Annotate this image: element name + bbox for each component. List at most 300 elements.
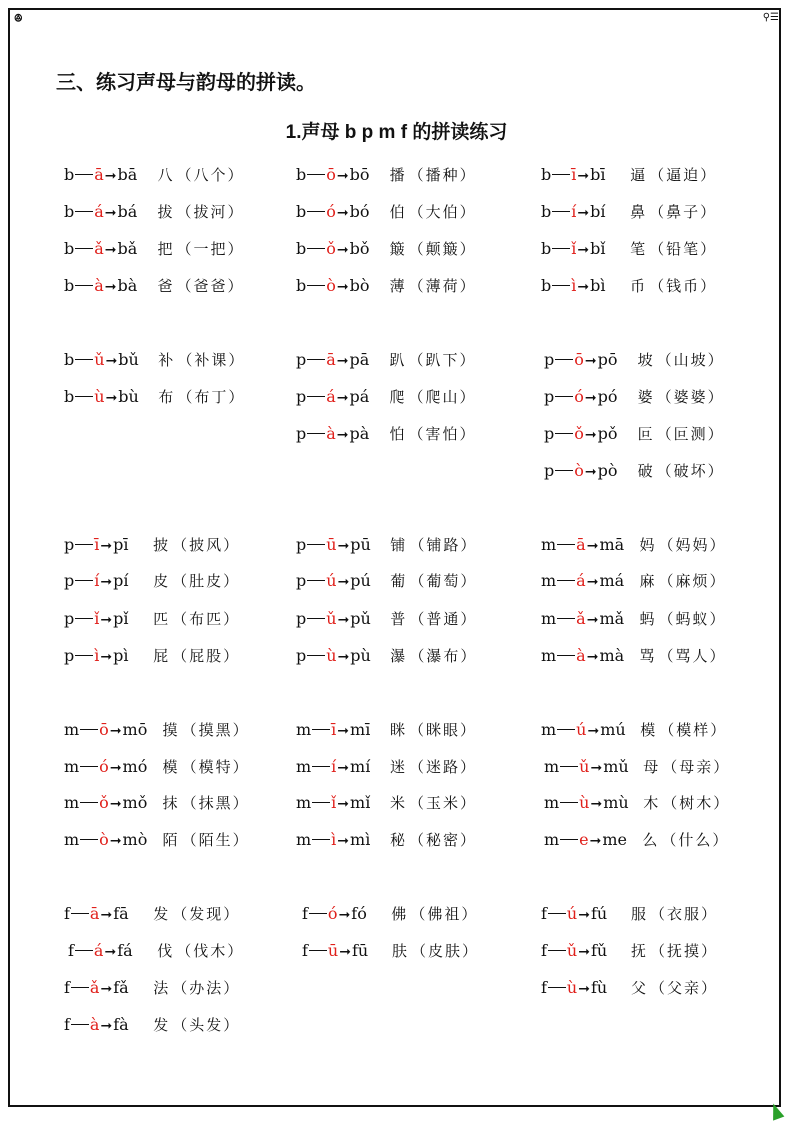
syllable: mó [122,757,148,776]
syllable: pǐ [113,609,129,628]
final: ó [327,904,338,923]
syllable: fà [113,1015,129,1034]
dash-line [312,802,330,803]
syllable: mī [350,720,371,739]
final: ǒ [574,424,584,443]
hanzi: 怕 [389,425,405,443]
pinyin-row [541,239,717,260]
final: ú [576,720,587,739]
initial: f [64,904,70,923]
syllable: pà [349,424,370,443]
initial: p [544,350,555,369]
arrow-icon: ➞ [577,279,590,295]
hanzi: 伐 [157,942,173,960]
pinyin-row [541,941,718,962]
syllable: fú [590,904,608,923]
final: ù [579,793,590,812]
dash-line [548,913,566,914]
final: ù [326,646,337,665]
syllable: bí [590,202,606,221]
syllable: mà [599,646,625,665]
hanzi: 肤 [391,942,407,960]
final: ò [326,276,336,295]
arrow-icon: ➞ [586,574,599,590]
final: ō [574,350,584,369]
pinyin-row [296,757,477,778]
arrow-icon: ➞ [337,649,350,665]
initial: m [296,720,312,739]
final: ū [326,535,337,554]
initial: b [64,276,75,295]
pinyin-row [296,165,477,186]
hanzi: 鼻 [630,203,646,221]
arrow-icon: ➞ [100,907,113,923]
initial: f [302,904,308,923]
syllable: pí [113,571,129,590]
arrow-icon: ➞ [336,205,349,221]
example-word: （布匹） [172,610,241,628]
syllable: bī [590,165,606,184]
arrow-icon: ➞ [100,612,113,628]
arrow-icon: ➞ [338,907,351,923]
example-word: （爸爸） [176,277,245,295]
final: ǔ [326,609,337,628]
hanzi: 骂 [639,647,655,665]
syllable: bó [349,202,370,221]
arrow-icon: ➞ [578,981,590,997]
hanzi: 屁 [153,647,169,665]
pinyin-row [541,571,726,592]
arrow-icon: ➞ [577,168,590,184]
initial: p [296,350,307,369]
pinyin-row [64,720,250,741]
arrow-icon: ➞ [590,760,603,776]
hanzi: 模 [640,721,656,739]
syllable: mǒ [122,793,148,812]
final: à [89,1015,100,1034]
initial: p [64,571,75,590]
initial: f [302,941,308,960]
syllable: bà [117,276,138,295]
example-word: （普通） [409,610,478,628]
initial: b [296,202,307,221]
example-word: （披风） [172,536,241,554]
pinyin-row [541,276,717,297]
example-word: （婆婆） [656,388,725,406]
final: ù [566,978,578,997]
syllable: pǔ [350,609,371,628]
initial: m [64,830,80,849]
arrow-icon: ➞ [339,944,351,960]
syllable: bǐ [590,239,606,258]
dash-line [75,655,93,656]
dash-line [80,839,98,840]
arrow-icon: ➞ [578,907,590,923]
hanzi: 匹 [153,610,169,628]
hanzi: 佛 [391,905,407,923]
syllable: pī [113,535,129,554]
arrow-icon: ➞ [577,205,590,221]
syllable: me [602,830,628,849]
final: ǎ [576,609,586,628]
example-word: （八个） [176,166,245,184]
example-word: （葡萄） [409,572,478,590]
pinyin-row [296,424,477,445]
arrow-icon: ➞ [104,205,117,221]
hanzi: 发 [153,1016,169,1034]
initial: b [296,276,307,295]
final: ǐ [94,609,100,628]
example-word: （眯眼） [409,721,478,739]
pinyin-row [296,202,477,223]
final: ǎ [89,978,100,997]
initial: b [296,165,307,184]
dash-line [307,248,325,249]
dash-line [552,248,570,249]
syllable: pú [350,571,371,590]
syllable: bù [118,387,139,406]
initial: p [296,535,307,554]
dash-line [552,285,570,286]
syllable: mǎ [599,609,625,628]
dash-line [80,766,98,767]
final: ǔ [94,350,105,369]
initial: m [541,609,557,628]
dash-line [548,987,566,988]
example-word: （瀑布） [409,647,478,665]
arrow-icon: ➞ [578,944,590,960]
dash-line [555,396,573,397]
example-word: （模特） [181,758,250,776]
final: ǒ [99,793,109,812]
syllable: bō [349,165,370,184]
arrow-icon: ➞ [105,353,118,369]
pinyin-row [541,609,726,630]
arrow-icon: ➞ [586,649,599,665]
dash-line [75,174,93,175]
hanzi: 眯 [390,721,406,739]
syllable: pì [113,646,129,665]
dash-line [71,913,89,914]
dash-line [560,839,578,840]
syllable: pò [597,461,618,480]
syllable: fó [351,904,367,923]
dash-line [75,359,93,360]
pinyin-row [541,646,726,667]
example-word: （玉米） [409,794,478,812]
example-word: （陌生） [181,831,250,849]
final: í [571,202,577,221]
pinyin-row [296,793,477,814]
syllable: bǎ [117,239,138,258]
pinyin-row [64,202,245,223]
dash-line [307,211,325,212]
pinyin-row [302,904,478,925]
initial: p [296,646,307,665]
syllable: mì [350,830,371,849]
hanzi: 爸 [157,277,173,295]
dash-line [555,433,573,434]
pinyin-row [64,1015,240,1036]
hanzi: 趴 [389,351,405,369]
final: á [576,571,586,590]
example-word: （补课） [177,351,246,369]
section-title: 三、练习声母与韵母的拼读。 [56,70,316,94]
initial: p [544,424,555,443]
dash-line [75,618,93,619]
final: ǐ [571,239,577,258]
arrow-icon: ➞ [589,833,602,849]
hanzi: 布 [158,388,174,406]
example-word: （大伯） [408,203,477,221]
hanzi: 服 [630,905,646,923]
hanzi: 陌 [162,831,178,849]
example-word: （母亲） [662,758,731,776]
hanzi: 伯 [389,203,405,221]
example-word: （钱币） [649,277,718,295]
pinyin-row [544,461,725,482]
dash-line [555,359,573,360]
arrow-icon: ➞ [337,760,350,776]
pinyin-row [64,646,240,667]
pinyin-row [68,941,244,962]
example-word: （头发） [172,1016,241,1034]
syllable: bā [117,165,138,184]
dash-line [312,839,330,840]
syllable: fū [351,941,369,960]
example-word: （破坏） [656,462,725,480]
dash-line [557,544,575,545]
arrow-icon: ➞ [587,723,600,739]
dash-line [548,950,566,951]
arrow-icon: ➞ [100,574,113,590]
final: ā [326,350,336,369]
pinyin-row [64,830,250,851]
hanzi: 妈 [639,536,655,554]
dash-line [557,618,575,619]
example-word: （逼迫） [649,166,718,184]
dash-line [307,396,325,397]
syllable: fā [113,904,129,923]
dash-line [80,729,98,730]
pinyin-row [296,720,477,741]
dash-line [75,580,93,581]
dash-line [557,729,575,730]
pinyin-row [296,609,477,630]
initial: m [544,830,560,849]
initial: b [64,202,75,221]
pinyin-row [64,387,245,408]
pinyin-row [541,535,726,556]
final: ò [574,461,584,480]
pinyin-row [64,350,245,371]
dash-line [560,766,578,767]
pinyin-row [296,239,477,260]
pinyin-row [296,571,477,592]
arrow-icon: ➞ [104,279,117,295]
arrow-icon: ➞ [104,168,117,184]
hanzi: 抚 [630,942,646,960]
dash-line [75,248,93,249]
example-word: （摸黑） [181,721,250,739]
arrow-icon: ➞ [337,612,350,628]
hanzi: 把 [157,240,173,258]
search-menu-icon[interactable]: ⚲☰ [762,12,779,23]
example-word: （树木） [662,794,731,812]
arrow-icon: ➞ [104,944,117,960]
final: ó [326,202,336,221]
example-word: （妈妈） [658,536,727,554]
syllable: bǒ [349,239,370,258]
arrow-icon: ➞ [336,279,349,295]
arrow-icon: ➞ [109,796,122,812]
example-word: （骂人） [658,647,727,665]
final: ǔ [579,757,590,776]
arrow-icon: ➞ [586,538,599,554]
final: í [94,571,100,590]
syllable: bǔ [118,350,139,369]
final: ā [89,904,100,923]
pinyin-row [541,202,717,223]
syllable: pā [349,350,370,369]
hanzi: 瀑 [390,647,406,665]
final: í [331,757,337,776]
pinyin-row [541,904,718,925]
arrow-icon: ➞ [337,833,350,849]
example-word: （叵测） [656,425,725,443]
final: ǒ [326,239,336,258]
pinyin-row [64,535,240,556]
initial: f [541,904,547,923]
initial: b [541,165,552,184]
syllable: mí [350,757,371,776]
pinyin-row [296,646,477,667]
hanzi: 蚂 [639,610,655,628]
hanzi: 补 [158,351,174,369]
final: á [93,941,104,960]
dash-line [307,655,325,656]
pinyin-row [544,830,729,851]
initial: b [296,239,307,258]
dash-line [307,174,325,175]
hanzi: 普 [390,610,406,628]
hanzi: 八 [157,166,173,184]
dash-line [312,729,330,730]
arrow-icon: ➞ [586,612,599,628]
initial: m [541,571,557,590]
initial: b [64,387,75,406]
initial: m [64,720,80,739]
hanzi: 逼 [630,166,646,184]
pinyin-row [302,941,479,962]
example-word: （皮肤） [410,942,479,960]
final: ā [94,165,104,184]
pinyin-row [296,387,477,408]
example-word: （什么） [661,831,730,849]
initial: f [541,978,547,997]
arrow-icon: ➞ [100,1018,113,1034]
pinyin-row [64,904,240,925]
hanzi: 米 [390,794,406,812]
example-word: （一把） [176,240,245,258]
dash-line [307,359,325,360]
final: ì [571,276,577,295]
arrow-icon: ➞ [105,390,118,406]
hanzi: 母 [643,758,659,776]
pinyin-row [64,609,240,630]
dash-line [80,802,98,803]
initial: m [541,535,557,554]
final: ō [326,165,336,184]
initial: m [296,830,312,849]
initial: f [64,978,70,997]
example-word: （布丁） [177,388,246,406]
hanzi: 薄 [389,277,405,295]
arrow-icon: ➞ [590,796,603,812]
dash-line [307,618,325,619]
pinyin-row [541,165,717,186]
pinyin-row [64,239,245,260]
book-icon[interactable]: ꔮ [14,12,22,25]
initial: m [296,793,312,812]
example-word: （鼻子） [649,203,718,221]
syllable: mǐ [350,793,371,812]
example-word: （爬山） [408,388,477,406]
initial: b [64,350,75,369]
initial: m [541,720,557,739]
syllable: pó [597,387,618,406]
arrow-icon: ➞ [337,796,350,812]
initial: p [296,387,307,406]
initial: b [64,165,75,184]
pinyin-row [296,276,477,297]
final: ī [331,720,337,739]
final: ī [571,165,577,184]
final: ì [94,646,100,665]
example-word: （播种） [408,166,477,184]
arrow-icon: ➞ [336,390,349,406]
dash-line [560,802,578,803]
hanzi: 婆 [637,388,653,406]
dash-line [557,580,575,581]
initial: b [541,202,552,221]
hanzi: 破 [637,462,653,480]
dash-line [557,655,575,656]
hanzi: 法 [153,979,169,997]
pinyin-row [64,276,245,297]
dash-line [307,580,325,581]
arrow-icon: ➞ [584,464,597,480]
arrow-icon: ➞ [100,649,113,665]
hanzi: 么 [642,831,658,849]
initial: m [544,793,560,812]
hanzi: 笔 [630,240,646,258]
initial: m [296,757,312,776]
arrow-icon: ➞ [337,574,350,590]
pinyin-row [64,757,250,778]
arrow-icon: ➞ [109,723,122,739]
final: ǐ [331,793,337,812]
arrow-icon: ➞ [109,833,122,849]
hanzi: 铺 [390,536,406,554]
pinyin-row [544,793,730,814]
example-word: （秘密） [409,831,478,849]
initial: m [64,757,80,776]
syllable: pá [349,387,370,406]
dash-line [555,470,573,471]
dash-line [552,211,570,212]
syllable: pū [350,535,371,554]
